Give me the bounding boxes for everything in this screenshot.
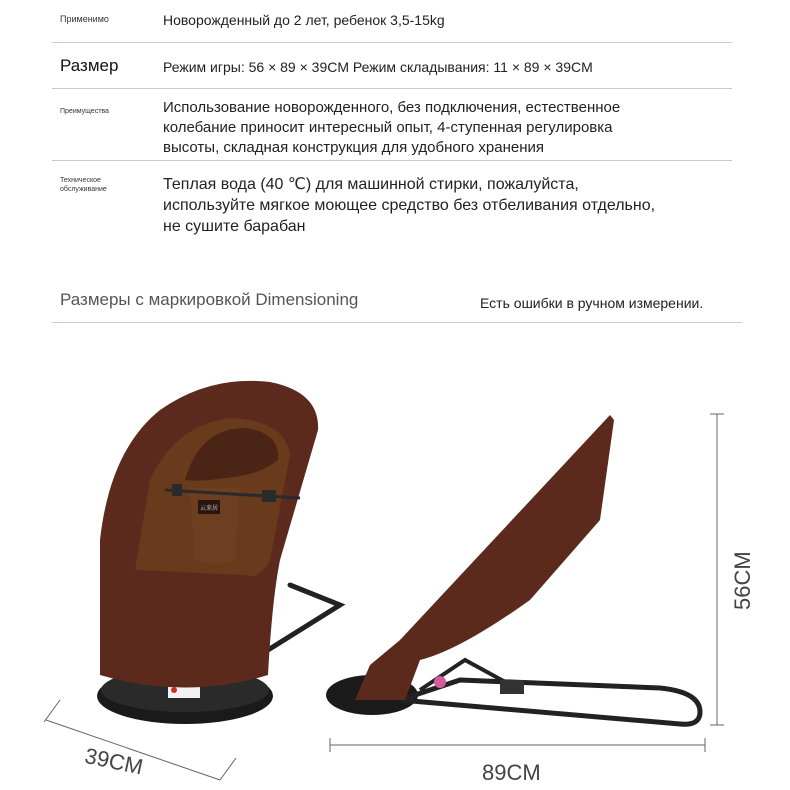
maintenance-line: используйте мягкое моющее средство без отбеливания отдельно,	[163, 197, 656, 214]
sticker-logo-icon	[171, 687, 177, 693]
maintenance-label-line: Техническое	[60, 177, 101, 184]
length-dimension	[330, 738, 705, 785]
rear-frame-bar	[268, 585, 340, 650]
maintenance-line: Теплая вода (40 ℃) для машинной стирки, пожалуйста,	[163, 176, 579, 193]
maintenance-label-line: обслуживание	[60, 186, 107, 193]
length-dimension-label: 89CM	[482, 760, 541, 785]
bouncer-front-view	[97, 381, 340, 724]
applicable-label: Применимо	[60, 14, 109, 24]
advantages-line: высоты, складная конструкция для удобного хранения	[163, 139, 544, 156]
advantages-line: колебание приносит интересный опыт, 4-ступенная регулировка	[163, 119, 613, 136]
height-dimension	[710, 414, 755, 725]
harness-pad	[190, 488, 240, 564]
strap-buckle-left	[172, 484, 182, 496]
side-frame	[400, 680, 700, 724]
dimensions-title: Размеры с маркировкой Dimensioning	[60, 290, 359, 309]
advantages-line: Использование новорожденного, без подключения, естественное	[163, 99, 621, 116]
bouncer-side-view	[326, 415, 700, 724]
brand-tag-text: 云来居	[199, 505, 219, 512]
maintenance-line: не сушите барабан	[163, 218, 306, 235]
side-fabric	[355, 415, 614, 700]
size-label: Размер	[60, 56, 119, 75]
height-dimension-label: 56CM	[730, 551, 755, 610]
dimensions-note: Есть ошибки в ручном измерении.	[480, 295, 704, 311]
width-dimension-label: 39CM	[82, 742, 146, 780]
toy-pink	[434, 676, 446, 688]
applicable-value: Новорожденный до 2 лет, ребенок 3,5-15kg	[163, 12, 445, 28]
advantages-label: Преимущества	[60, 108, 109, 115]
size-value: Режим игры: 56 × 89 × 39CM Режим складывания: 11 × 89 × 39CM	[163, 59, 593, 75]
strap-buckle-right	[262, 490, 276, 502]
side-clamp	[500, 680, 524, 694]
